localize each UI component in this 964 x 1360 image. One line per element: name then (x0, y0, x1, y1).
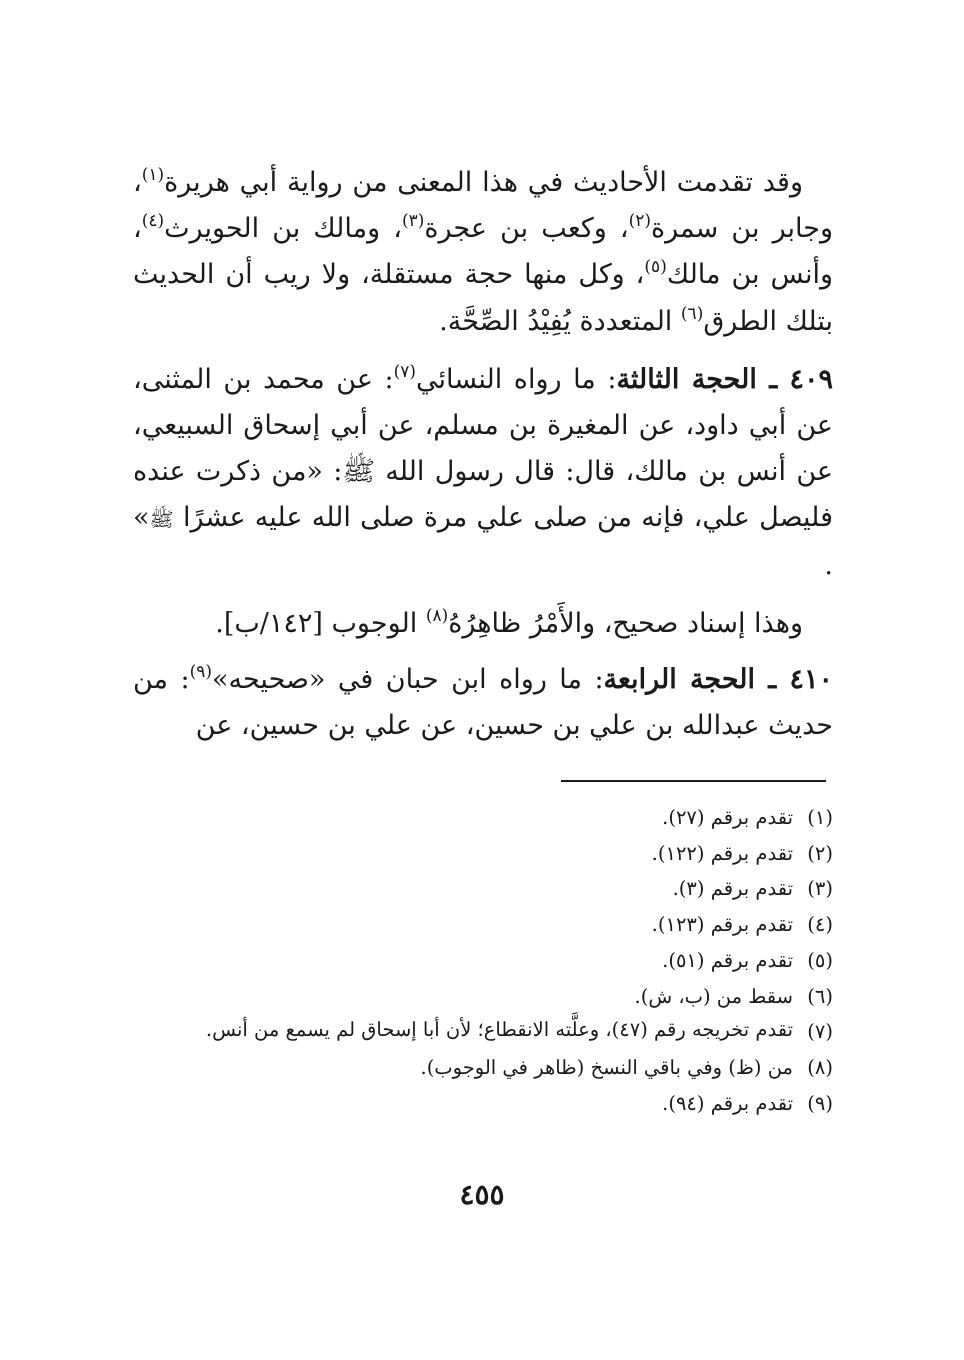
section-heading-410: ٤١٠ ـ الحجة الرابعة (603, 664, 833, 696)
text-run: الوجوب [١٤٢/ب]. (215, 607, 426, 639)
footnote-number: (٤) (807, 913, 833, 937)
footnote-number: (٧) (807, 1020, 833, 1044)
footnote-ref-8[interactable]: (٨) (425, 605, 449, 626)
paragraph-intro (133, 160, 833, 345)
text-run: : من حديث عبدالله بن علي بن حسين، عن علي بن حسين، عن (133, 664, 833, 742)
text-run: ، وأنس بن مالك (133, 213, 833, 291)
footnote-text: من (ظ) وفي باقي النسخ (ظاهر في الوجوب). (420, 1055, 793, 1079)
footnote-number: (١) (807, 806, 833, 829)
footnote-ref-9[interactable]: (٩) (189, 662, 212, 683)
section-heading-409: ٤٠٩ ـ الحجة الثالثة (616, 363, 834, 395)
footnote-item (133, 979, 833, 1015)
footnote-separator (561, 780, 826, 782)
text-run: » . (133, 502, 833, 581)
text-run: : عن محمد بن المثنى، عن أبي داود، عن المغيرة بن مسلم، عن أبي إسحاق السبيعي، عن أنس بن مالك، قال: قال رسول الله ﷺ: «من ذكرت عنده فليصل علي، فإنه من صلى علي مرة صلى الله عليه عشرًا (133, 363, 833, 534)
sallam-glyph: ﷺ (149, 507, 174, 532)
footnotes (133, 800, 833, 1121)
footnote-number: (٩) (807, 1091, 833, 1115)
footnote-item (133, 800, 833, 836)
footnote-item (133, 836, 833, 872)
footnote-item (133, 871, 833, 907)
text-run: المتعددة يُفِيْدُ الصِّحَّة. (439, 305, 681, 337)
footnote-text: تقدم برقم (٥١). (662, 948, 793, 972)
footnote-ref-6[interactable]: (٦) (680, 303, 704, 324)
footnote-number: (٥) (807, 948, 833, 972)
footnote-ref-4[interactable]: (٤) (141, 211, 165, 232)
footnote-item (133, 943, 833, 979)
footnote-text: تقدم برقم (١٢٣). (651, 913, 793, 937)
text-run: ، وجابر بن سمرة (133, 167, 833, 245)
text-run: وهذا إسناد صحيح، والأَمْرُ ظاهِرُهُ (448, 607, 803, 639)
paragraph-410 (133, 657, 833, 749)
footnote-text: تقدم برقم (١٢٢). (651, 841, 793, 865)
footnote-text: تقدم برقم (٢٧). (662, 806, 793, 829)
text-run: : ما رواه النسائي (416, 363, 617, 395)
footnote-number: (٣) (807, 877, 833, 901)
paragraph-isnad (133, 601, 833, 647)
main-text (133, 160, 833, 749)
page-number: ٤٥٥ (459, 1178, 505, 1211)
text-run: : ما رواه ابن حبان في «صحيحه» (212, 664, 604, 696)
paragraph-409 (133, 357, 833, 589)
footnote-text: تقدم برقم (٩٤). (662, 1091, 793, 1115)
footnote-ref-7[interactable]: (٧) (393, 361, 417, 382)
footnote-item (133, 1050, 833, 1086)
text-run: ، وكل منها حجة مستقلة، ولا ريب أن الحديث بتلك الطرق (133, 259, 833, 337)
footnote-ref-3[interactable]: (٣) (401, 211, 425, 232)
text-run: ، وكعب بن عجرة (424, 213, 629, 245)
text-run: وقد تقدمت الأحاديث في هذا المعنى من رواية أبي هريرة (164, 167, 803, 198)
footnote-ref-5[interactable]: (٥) (644, 257, 667, 278)
footnote-number: (٢) (807, 841, 833, 865)
footnote-text: تقدم تخريجه رقم (٤٧)، وعلَّته الانقطاع؛ لأن أبا إسحاق لم يسمع من أنس. (205, 1018, 793, 1042)
footnote-item (133, 1014, 833, 1050)
footnote-text: سقط من (ب، ش). (634, 984, 793, 1008)
footnote-item (133, 1086, 833, 1122)
footnote-number: (٨) (807, 1055, 833, 1079)
footnote-item (133, 907, 833, 943)
text-run: ، ومالك بن الحويرث (164, 213, 402, 245)
footnote-ref-1[interactable]: (١) (141, 165, 165, 185)
footnote-number: (٦) (807, 984, 833, 1008)
footnote-ref-2[interactable]: (٢) (628, 211, 652, 232)
footnote-text: تقدم برقم (٣). (672, 877, 793, 901)
